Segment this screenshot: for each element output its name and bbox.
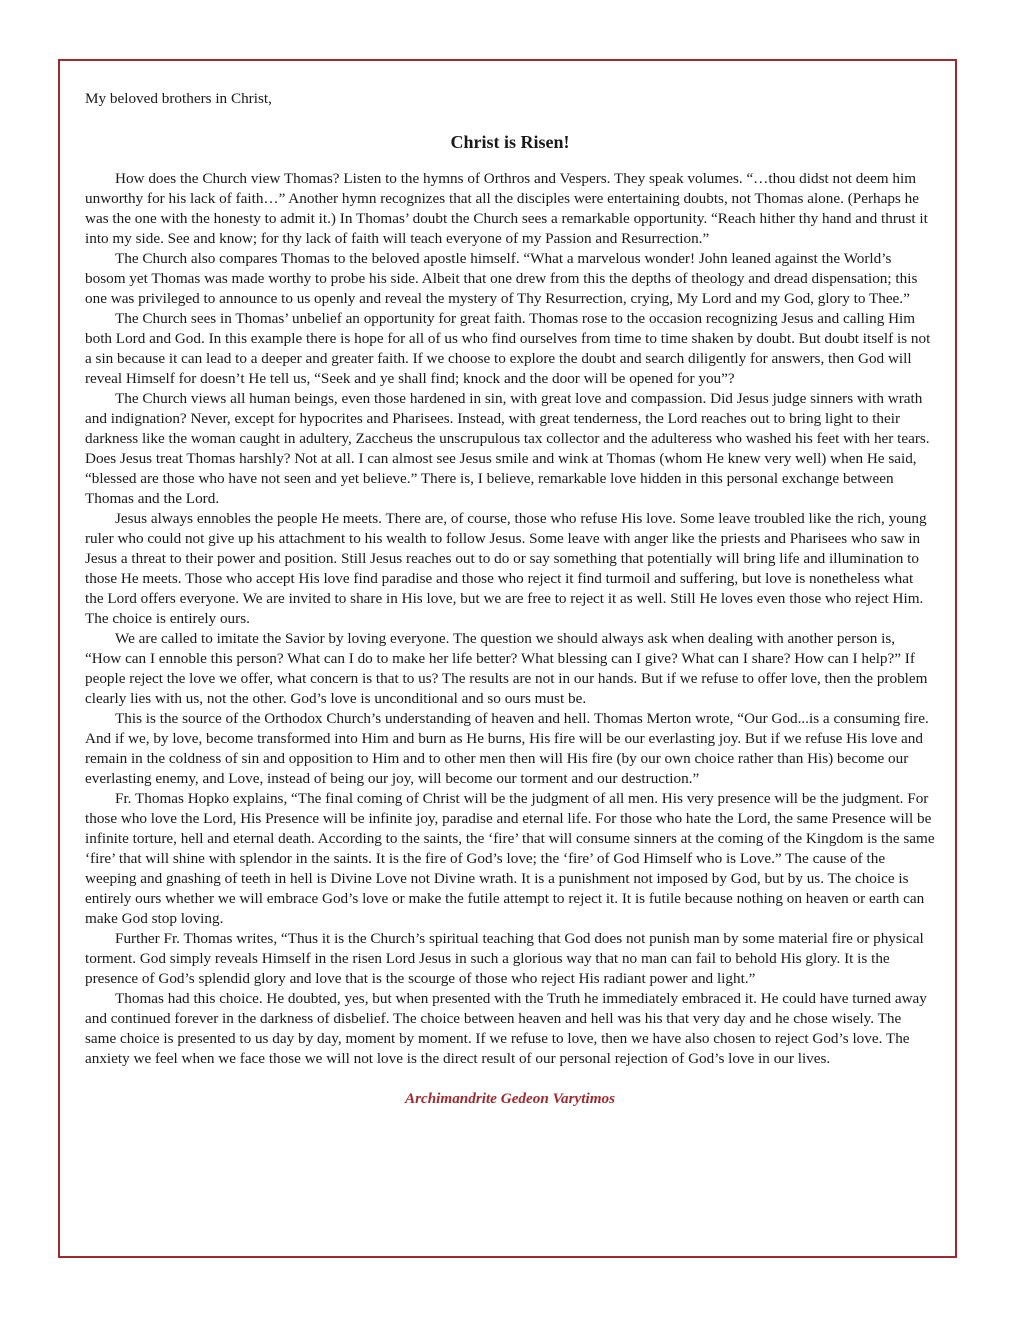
- salutation: My beloved brothers in Christ,: [85, 90, 272, 107]
- paragraph: The Church sees in Thomas’ unbelief an opportunity for great faith. Thomas rose to the occasion recognizing Jesus and calling Him both Lord and God. In this example there is hope for all of us who find ourselves from time to time shaken by doubt. But doubt itself is not a sin because it can lead to a deeper and greater faith. If we choose to explore the doubt and search diligently for answers, then God will reveal Himself for doesn’t He tell us, “Seek and ye shall find; knock and the door will be opened for you”?: [85, 310, 931, 387]
- letter-title: Christ is Risen!: [450, 132, 570, 152]
- paragraph: Fr. Thomas Hopko explains, “The final coming of Christ will be the judgment of all men. His very presence will be the judgment. For those who love the Lord, His Presence will be infinite joy, paradise and eternal life. For those who hate the Lord, the same Presence will be infinite torture, hell and eternal death. According to the saints, the ‘fire’ that will consume sinners at the coming of the Kingdom is the same ‘fire’ that will shine with splendor in the saints. It is the fire of God’s love; the ‘fire’ of God Himself who is Love.” The cause of the weeping and gnashing of teeth in hell is Divine Love not Divine wrath. It is a punishment not imposed by God, but by us. The choice is entirely ours whether we will embrace God’s love or make the futile attempt to reject it. It is futile because nothing on heaven or earth can make God stop loving.: [85, 790, 935, 927]
- paragraph: We are called to imitate the Savior by loving everyone. The question we should always ask when dealing with another person is, “How can I ennoble this person? What can I do to make her life better? What blessing can I give? What can I share? How can I help?” If people reject the love we offer, what concern is that to us? The results are not in our hands. But if we refuse to offer love, then the problem clearly lies with us, not the other. God’s love is unconditional and so ours must be.: [85, 630, 928, 707]
- paragraph: The Church also compares Thomas to the beloved apostle himself. “What a marvelous wonder! John leaned against the World’s bosom yet Thomas was made worthy to probe his side. Albeit that one drew from this the depths of theology and dread dispensation; this one was privileged to announce to us openly and reveal the mystery of Thy Resurrection, crying, My Lord and my God, glory to Thee.”: [85, 250, 918, 307]
- paragraph: This is the source of the Orthodox Church’s understanding of heaven and hell. Thomas Merton wrote, “Our God...is a consuming fire. And if we, by love, become transformed into Him and burn as He burns, His fire will be our everlasting joy. But if we refuse His love and remain in the coldness of sin and opposition to Him and to other men then will His fire (by our own choice rather than His) become our everlasting enemy, and Love, instead of being our joy, will become our torment and our destruction.”: [85, 710, 929, 787]
- paragraph: The Church views all human beings, even those hardened in sin, with great love and compassion. Did Jesus judge sinners with wrath and indignation? Never, except for hypocrites and Pharisees. Instead, with great tenderness, the Lord reaches out to bring light to their darkness like the woman caught in adultery, Zaccheus the unscrupulous tax collector and the adulteress who washed his feet with her tears. Does Jesus treat Thomas harshly? Not at all. I can almost see Jesus smile and wink at Thomas (whom He knew very well) when He said, “blessed are those who have not seen and yet believe.” There is, I believe, remarkable love hidden in this personal exchange between Thomas and the Lord.: [85, 390, 930, 507]
- paragraph: Further Fr. Thomas writes, “Thus it is the Church’s spiritual teaching that God does not punish man by some material fire or physical torment. God simply reveals Himself in the risen Lord Jesus in such a glorious way that no man can fail to behold His glory. It is the presence of God’s splendid glory and love that is the scourge of those who reject His radiant power and light.”: [85, 930, 924, 987]
- signature: Archimandrite Gedeon Varytimos: [404, 1090, 616, 1107]
- paragraph: How does the Church view Thomas? Listen to the hymns of Orthros and Vespers. They speak volumes. “…thou didst not deem him unworthy for his lack of faith…” Another hymn recognizes that all the disciples were entertaining doubts, not Thomas alone. (Perhaps he was the one with the honesty to admit it.) In Thomas’ doubt the Church sees a remarkable opportunity. “Reach hither thy hand and thrust it into my side. See and know; for thy lack of faith will teach everyone of my Passion and Resurrection.”: [85, 170, 928, 247]
- paragraph: Thomas had this choice. He doubted, yes, but when presented with the Truth he immediately embraced it. He could have turned away and continued forever in the darkness of disbelief. The choice between heaven and hell was his that very day and he chose wisely. The same choice is presented to us day by day, moment by moment. If we refuse to love, then we have also chosen to reject God’s love. The anxiety we feel when we face those we will not love is the direct result of our personal rejection of God’s love in our lives.: [85, 990, 927, 1067]
- letter: [85, 89, 935, 1109]
- letter-body: [85, 169, 935, 1069]
- paragraph: Jesus always ennobles the people He meets. There are, of course, those who refuse His love. Some leave troubled like the rich, young ruler who could not give up his attachment to his wealth to follow Jesus. Some leave with anger like the priests and Pharisees who saw in Jesus a threat to their power and position. Still Jesus reaches out to do or say something that potentially will bring life and illumination to those He meets. Those who accept His love find paradise and those who reject it find turmoil and suffering, but love is nonetheless what the Lord offers everyone. We are invited to share in His love, but we are free to reject it as well. Still He loves even those who reject Him. The choice is entirely ours.: [85, 510, 927, 627]
